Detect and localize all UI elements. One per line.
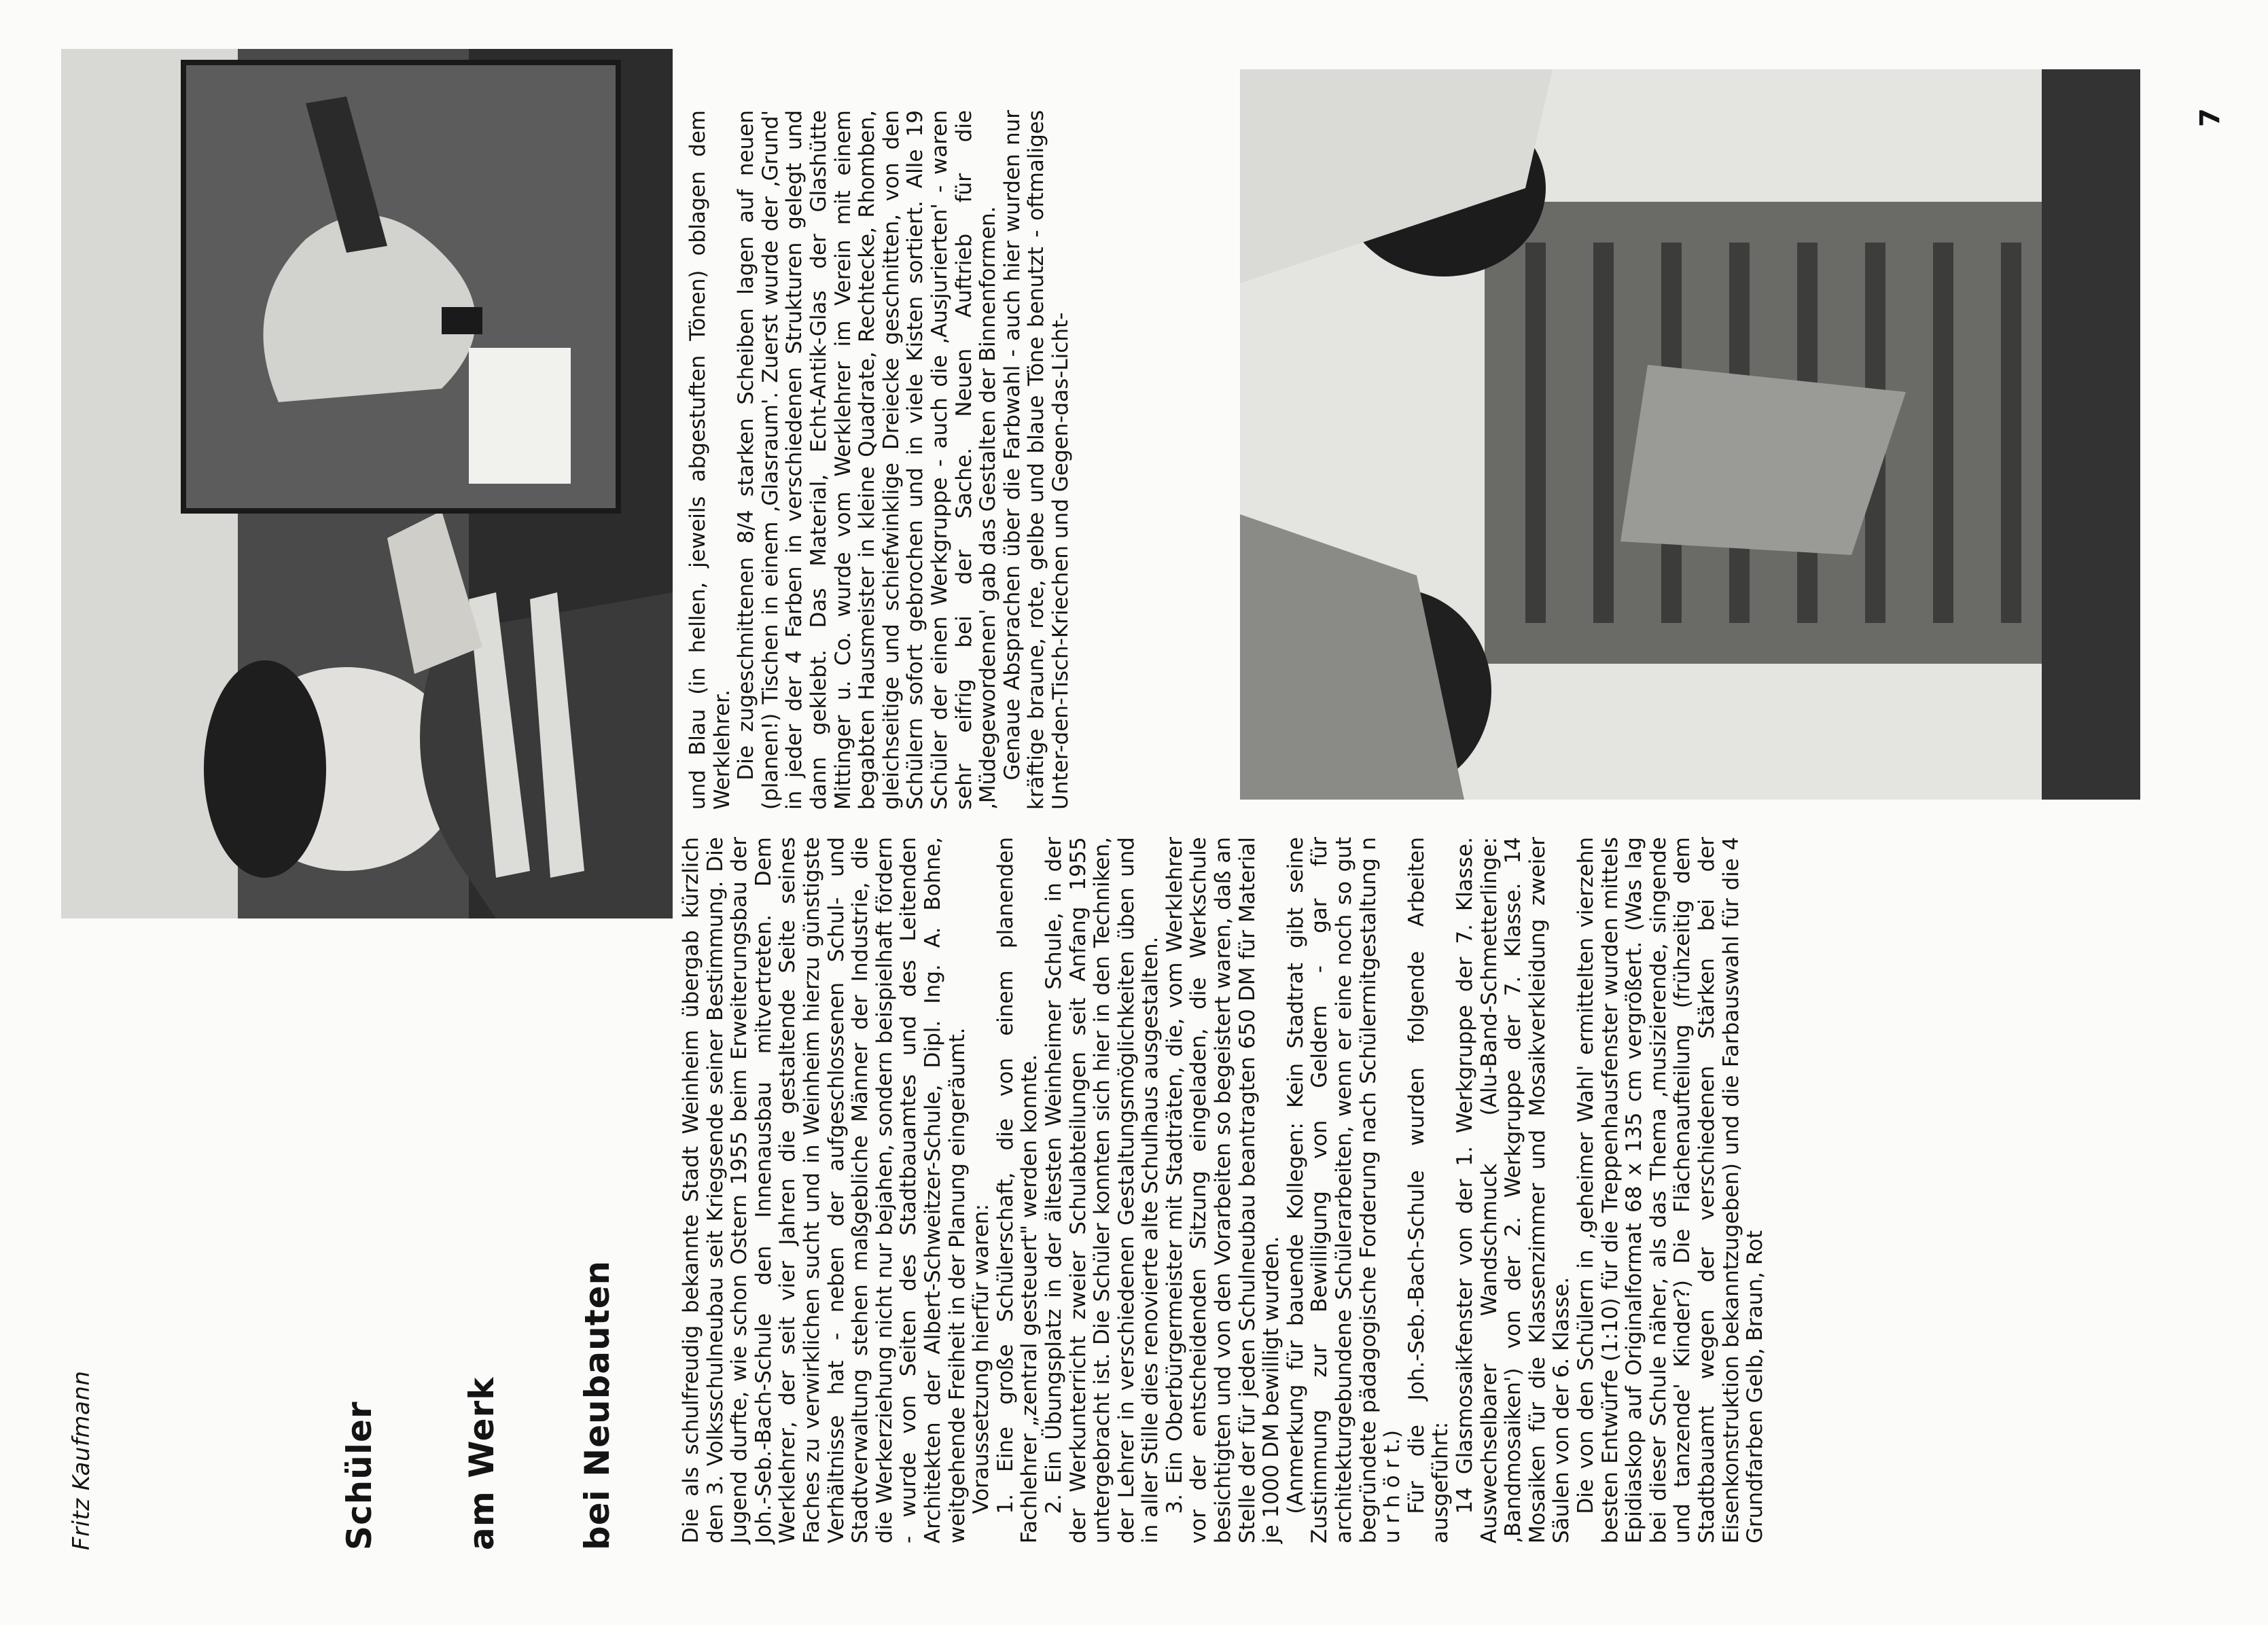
photo-boy-working-on-mosaic	[61, 49, 673, 918]
paragraph-point-3: 3. Ein Oberbürgermeister mit Stadträten, die, vom Werklehrer vor der entscheidenden Sitzung eingeladen, die Werkschule besichtigten und von den Vorarbeiten so begeistert waren, daß an Stelle der für jeden Schulneubau beantragten 650 DM für Material je 1000 DM bewilligt wurden.	[1162, 837, 1284, 1543]
paragraph-prerequisites: Voraussetzung hierfür waren:	[969, 1204, 994, 1514]
page-number: 7	[2195, 108, 2226, 127]
author-name: Fritz Kaufmann	[68, 1370, 95, 1550]
paragraph-note: (Anmerkung für bauende Kollegen: Kein Stadtrat gibt seine Zustimmung zur Bewilligung von Geldern - gar für architekturgebundene Schülerarbeiten, wenn er eine noch so gut begründete pädagogische Forderung nach Schülermitgestaltung n u r h ö r t.)	[1283, 837, 1405, 1543]
title-line-1: Schüler	[340, 1401, 379, 1550]
paragraph-glass-room: Die zugeschnittenen 8/4 starken Scheiben lagen auf neuen (planen!) Tischen in einem ‚Glasraum'. Zuerst wurde der ‚Grund' in jeder der 4 Farben in verschiedenen Strukturen gelegt und dann geklebt. Das Material, Echt-Antik-Glas der Glashütte Mittinger u. Co. wurde vom Werklehrer im Verein mit einem begabten Hausmeister in kleine Quadrate, Rechtecke, Rhomben, gleichseitige und schiefwinklige Dreiecke geschnitten, von den Schülern sofort gebrochen und in viele Kisten sortiert. Alle 19 Schüler der einen Werkgruppe - auch die ‚Ausjurierten' - waren sehr eifrig bei der Sache. Neuen Auftrieb für die ‚Müdegewordenen' gab das Gestalten der Binnenformen.	[734, 110, 1001, 810]
paragraph-intro: Die als schulfreudig bekannte Stadt Weinheim übergab kürzlich den 3. Volksschulneubau seit Kriegsende seiner Bestimmung. Die Jugend durfte, wie schon Ostern 1955 beim Erweiterungsbau der Joh.-Seb.-Bach-Schule den Innenausbau mitvertreten. Dem Werklehrer, der seit vier Jahren die gestaltende Seite seines Faches zu verwirklichen sucht und in Weinheim hierzu günstigste Verhältnisse hat - neben der aufgeschlossenen Schul- und Stadtverwaltung stehen maßgebliche Männer der Industrie, die die Werkerziehung nicht nur bejahen, sondern beispielhaft fördern - wurde von Seiten des Stadtbauamtes und des Leitenden Architekten der Albert-Schweitzer-Schule, Dipl. Ing. A. Bohne, weitgehende Freiheit in der Planung eingeräumt.	[679, 837, 970, 1543]
paragraph-color-choice: Genaue Absprachen über die Farbwahl - auch hier wurden nur kräftige braune, rote, gelbe und blaue Töne benutzt - oftmaliges Unter-den-Tisch-Kriechen und Gegen-das-Licht-	[999, 110, 1073, 810]
paragraph-continuation: und Blau (in hellen, jeweils abgestuften Tönen) oblagen dem Werklehrer.	[686, 110, 734, 810]
paragraph-point-1: 1. Eine große Schülerschaft, die von einem planenden Fachlehrer „zentral gesteuert" werden konnte.	[993, 837, 1042, 1543]
paragraph-works-intro: Für die Joh.-Seb.-Bach-Schule wurden folgende Arbeiten ausgeführt:	[1404, 837, 1453, 1543]
paragraph-designs: Die von den Schülern in ‚geheimer Wahl' ermittelten vierzehn besten Entwürfe (1:10) für die Treppenhausfenster wurden mittels Epidiaskop auf Originalformat 68 x 135 cm vergrößert. (Was lag bei dieser Schule näher, als das Thema ‚musizierende, singende und tanzende' Kinder?) Die Flächenaufteilung (frühzeitig dem Stadtbauamt wegen der verschiedenen Stärken bei der Eisenkonstruktion bekanntzugeben) und die Farbauswahl für die 4 Grundfarben Gelb, Braun, Rot	[1573, 837, 1768, 1543]
photo-pupils-image	[1240, 69, 2140, 800]
paragraph-works-list: 14 Glasmosaikfenster von der 1. Werkgruppe der 7. Klasse. Auswechselbarer Wandschmuck (Alu-Band-Schmetterlinge: ‚Bandmosaiken') von der 2. Werkgruppe der 7. Klasse. 14 Mosaiken für die Klassenzimmer und Mosaikverkleidung zweier Säulen von der 6. Klasse.	[1453, 837, 1574, 1543]
photo-pupils-laying-glass-mosaic	[1240, 69, 2140, 800]
article-column-left	[679, 837, 1768, 1543]
article-column-right	[686, 110, 1074, 810]
photo-boy-image	[61, 49, 673, 918]
title-line-3: bei Neubauten	[578, 1260, 617, 1550]
title-line-2: am Werk	[462, 1376, 501, 1550]
paragraph-point-2: 2. Ein Übungsplatz in der ältesten Weinheimer Schule, in der der Werkunterricht zweier Schulabteilungen seit Anfang 1955 untergebracht ist. Die Schüler konnten sich hier in den Techniken, der Lehrer in verschiedenen Gestaltungsmöglichkeiten üben und in aller Stille dies renovierte alte Schulhaus ausgestalten.	[1041, 837, 1163, 1543]
